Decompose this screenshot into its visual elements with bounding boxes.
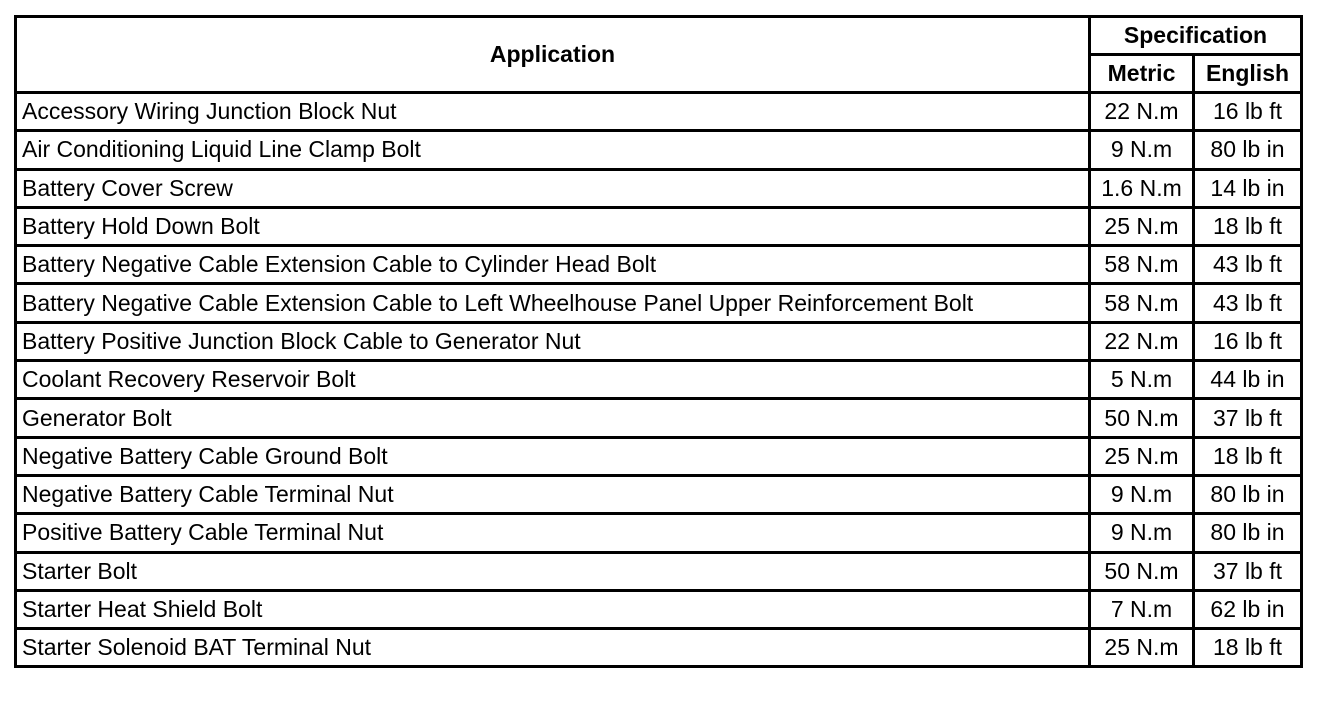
table-row (16, 590, 1302, 628)
application-cell: Starter Heat Shield Bolt (16, 590, 1090, 628)
metric-cell: 9 N.m (1090, 514, 1194, 552)
specification-header: Specification (1090, 17, 1302, 55)
fastener-specification-table (14, 15, 1303, 668)
english-cell: 18 lb ft (1194, 207, 1302, 245)
english-cell: 18 lb ft (1194, 437, 1302, 475)
metric-cell: 9 N.m (1090, 131, 1194, 169)
metric-cell: 58 N.m (1090, 284, 1194, 322)
table-row (16, 361, 1302, 399)
application-cell: Coolant Recovery Reservoir Bolt (16, 361, 1090, 399)
table-row (16, 207, 1302, 245)
metric-cell: 5 N.m (1090, 361, 1194, 399)
table-header (16, 17, 1302, 93)
application-cell: Battery Hold Down Bolt (16, 207, 1090, 245)
table-row (16, 399, 1302, 437)
english-cell: 43 lb ft (1194, 284, 1302, 322)
table-row (16, 284, 1302, 322)
english-cell: 43 lb ft (1194, 246, 1302, 284)
english-cell: 80 lb in (1194, 475, 1302, 513)
table-row (16, 514, 1302, 552)
application-cell: Battery Positive Junction Block Cable to Generator Nut (16, 322, 1090, 360)
metric-cell: 22 N.m (1090, 93, 1194, 131)
table-row (16, 475, 1302, 513)
application-cell: Starter Solenoid BAT Terminal Nut (16, 629, 1090, 667)
metric-cell: 1.6 N.m (1090, 169, 1194, 207)
table-row (16, 246, 1302, 284)
metric-header: Metric (1090, 55, 1194, 93)
english-cell: 37 lb ft (1194, 399, 1302, 437)
english-header: English (1194, 55, 1302, 93)
table-row (16, 437, 1302, 475)
application-cell: Generator Bolt (16, 399, 1090, 437)
application-header: Application (16, 17, 1090, 93)
metric-cell: 7 N.m (1090, 590, 1194, 628)
application-cell: Positive Battery Cable Terminal Nut (16, 514, 1090, 552)
english-cell: 44 lb in (1194, 361, 1302, 399)
metric-cell: 22 N.m (1090, 322, 1194, 360)
table-row (16, 629, 1302, 667)
english-cell: 16 lb ft (1194, 93, 1302, 131)
table-row (16, 131, 1302, 169)
english-cell: 37 lb ft (1194, 552, 1302, 590)
application-cell: Battery Cover Screw (16, 169, 1090, 207)
english-cell: 62 lb in (1194, 590, 1302, 628)
metric-cell: 58 N.m (1090, 246, 1194, 284)
metric-cell: 9 N.m (1090, 475, 1194, 513)
metric-cell: 50 N.m (1090, 552, 1194, 590)
table-row (16, 93, 1302, 131)
metric-cell: 25 N.m (1090, 207, 1194, 245)
application-cell: Negative Battery Cable Terminal Nut (16, 475, 1090, 513)
table-row (16, 552, 1302, 590)
english-cell: 80 lb in (1194, 131, 1302, 169)
table-row (16, 169, 1302, 207)
application-cell: Battery Negative Cable Extension Cable to Cylinder Head Bolt (16, 246, 1090, 284)
application-cell: Battery Negative Cable Extension Cable to Left Wheelhouse Panel Upper Reinforcement Bolt (16, 284, 1090, 322)
english-cell: 14 lb in (1194, 169, 1302, 207)
english-cell: 80 lb in (1194, 514, 1302, 552)
application-cell: Air Conditioning Liquid Line Clamp Bolt (16, 131, 1090, 169)
table-row (16, 322, 1302, 360)
english-cell: 16 lb ft (1194, 322, 1302, 360)
application-cell: Starter Bolt (16, 552, 1090, 590)
metric-cell: 25 N.m (1090, 629, 1194, 667)
application-cell: Negative Battery Cable Ground Bolt (16, 437, 1090, 475)
metric-cell: 25 N.m (1090, 437, 1194, 475)
english-cell: 18 lb ft (1194, 629, 1302, 667)
metric-cell: 50 N.m (1090, 399, 1194, 437)
table-body (16, 93, 1302, 667)
application-cell: Accessory Wiring Junction Block Nut (16, 93, 1090, 131)
header-row-1 (16, 17, 1302, 55)
